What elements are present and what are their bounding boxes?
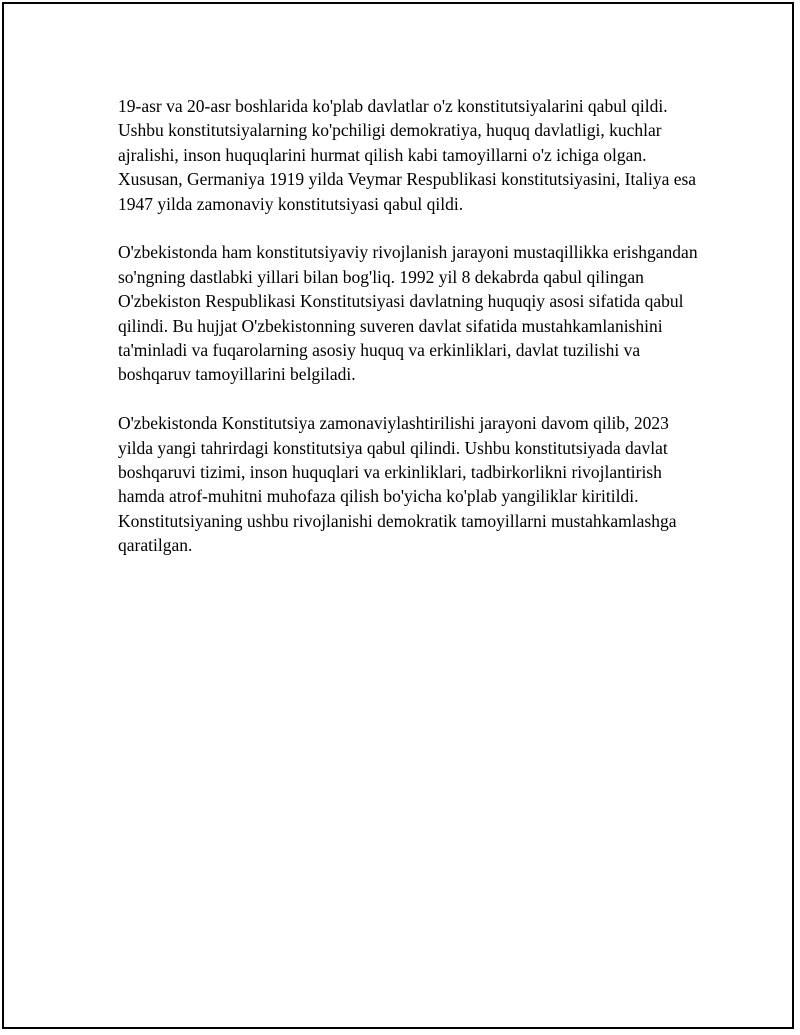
paragraph-2: O'zbekistonda ham konstitutsiyaviy rivojlanish jarayoni mustaqillikka erishgandan so'ngning dastlabki yillari bilan bog'liq. 1992 yil 8 dekabrda qabul qilingan O'zbekiston Respublikasi Konstitutsiyasi davlatning huquqiy asosi sifatida qabul qilindi. Bu hujjat O'zbekistonning suveren davlat sifatida mustahkamlanishini ta'minladi va fuqarolarning asosiy huquq va erkinliklari, davlat tuzilishi va boshqaruv tamoyillarini belgiladi. xyxy=(118,242,698,385)
paragraph-3: O'zbekistonda Konstitutsiya zamonaviylashtirilishi jarayoni davom qilib, 2023 yilda yangi tahrirdagi konstitutsiya qabul qilindi. Ushbu konstitutsiyada davlat boshqaruvi tizimi, inson huquqlari va erkinliklari, tadbirkorlikni rivojlantirish hamda atrof-muhitni muhofaza qilish bo'yicha ko'plab yangiliklar kiritildi. Konstitutsiyaning ushbu rivojlanishi demokratik tamoyillarni mustahkamlashga qaratilgan. xyxy=(118,413,677,556)
document-body xyxy=(118,94,703,582)
paragraph-1: 19-asr va 20-asr boshlarida ko'plab davlatlar o'z konstitutsiyalarini qabul qildi. Ushbu konstitutsiyalarning ko'pchiligi demokratiya, huquq davlatligi, kuchlar ajralishi, inson huquqlarini hurmat qilish kabi tamoyillarni o'z ichiga olgan. Xususan, Germaniya 1919 yilda Veymar Respublikasi konstitutsiyasini, Italiya esa 1947 yilda zamonaviy konstitutsiyasi qabul qildi. xyxy=(118,96,697,214)
